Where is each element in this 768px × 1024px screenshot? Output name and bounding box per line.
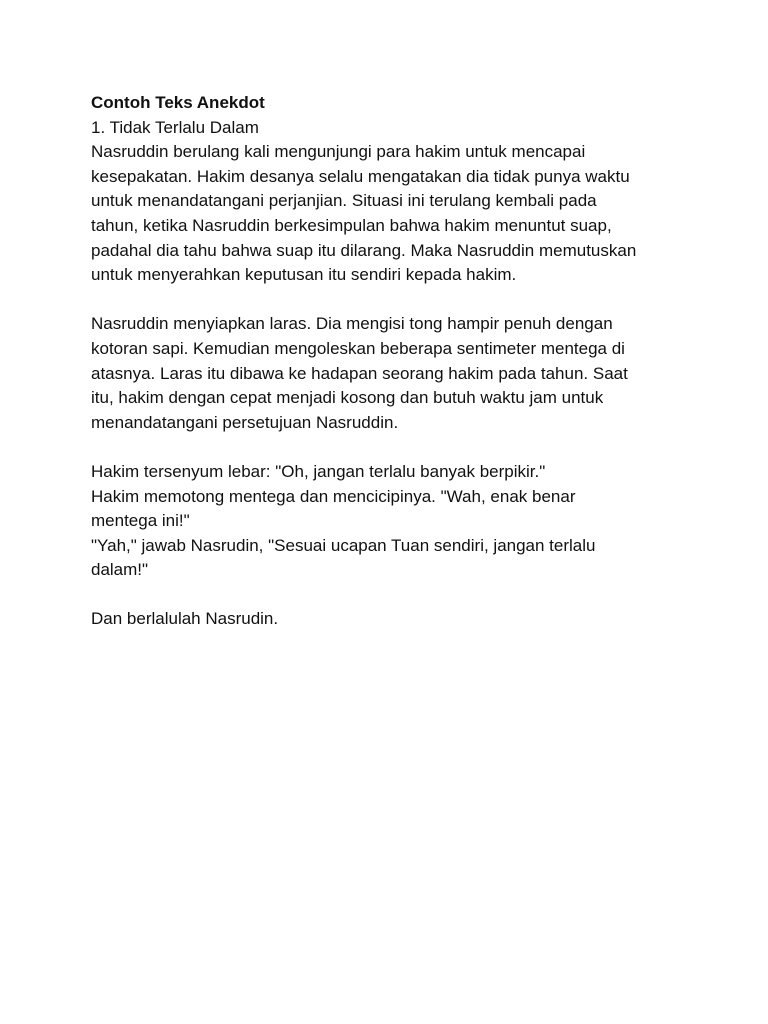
document-title: Contoh Teks Anekdot	[91, 93, 265, 112]
paragraph-line: Nasruddin menyiapkan laras. Dia mengisi tong hampir penuh dengan	[91, 314, 613, 334]
paragraph-3	[91, 460, 691, 583]
paragraph-line: tahun, ketika Nasruddin berkesimpulan bahwa hakim menuntut suap,	[91, 215, 612, 235]
paragraph-line: atasnya. Laras itu dibawa ke hadapan seorang hakim pada tahun. Saat	[91, 363, 628, 383]
paragraph-line: Dan berlalulah Nasrudin.	[91, 609, 279, 629]
paragraph-line: itu, hakim dengan cepat menjadi kosong dan butuh waktu jam untuk	[91, 388, 604, 408]
paragraph-line: padahal dia tahu bahwa suap itu dilarang. Maka Nasruddin memutuskan	[91, 240, 637, 260]
paragraph-line: Hakim tersenyum lebar: "Oh, jangan terlalu banyak berpikir."	[91, 461, 546, 481]
paragraph-line: untuk menandatangani perjanjian. Situasi ini terulang kembali pada	[91, 191, 597, 211]
paragraph-1	[91, 140, 691, 288]
document-subtitle: 1. Tidak Terlalu Dalam	[91, 117, 259, 137]
document-page	[91, 91, 691, 632]
paragraph-spacer	[91, 288, 691, 313]
paragraph-line: kesepakatan. Hakim desanya selalu mengatakan dia tidak punya waktu	[91, 166, 630, 186]
paragraph-line: Nasruddin berulang kali mengunjungi para hakim untuk mencapai	[91, 142, 586, 162]
paragraph-spacer	[91, 583, 691, 608]
paragraph-line: dalam!"	[91, 560, 149, 580]
paragraph-line: Hakim memotong mentega dan mencicipinya. "Wah, enak benar	[91, 486, 576, 506]
paragraph-2	[91, 312, 691, 435]
paragraph-4	[91, 607, 691, 632]
paragraph-line: untuk menyerahkan keputusan itu sendiri kepada hakim.	[91, 265, 517, 285]
paragraph-line: "Yah," jawab Nasrudin, "Sesuai ucapan Tuan sendiri, jangan terlalu	[91, 535, 596, 555]
paragraph-line: kotoran sapi. Kemudian mengoleskan beberapa sentimeter mentega di	[91, 338, 625, 358]
paragraph-spacer	[91, 435, 691, 460]
paragraph-line: mentega ini!"	[91, 511, 190, 531]
paragraph-line: menandatangani persetujuan Nasruddin.	[91, 412, 399, 432]
